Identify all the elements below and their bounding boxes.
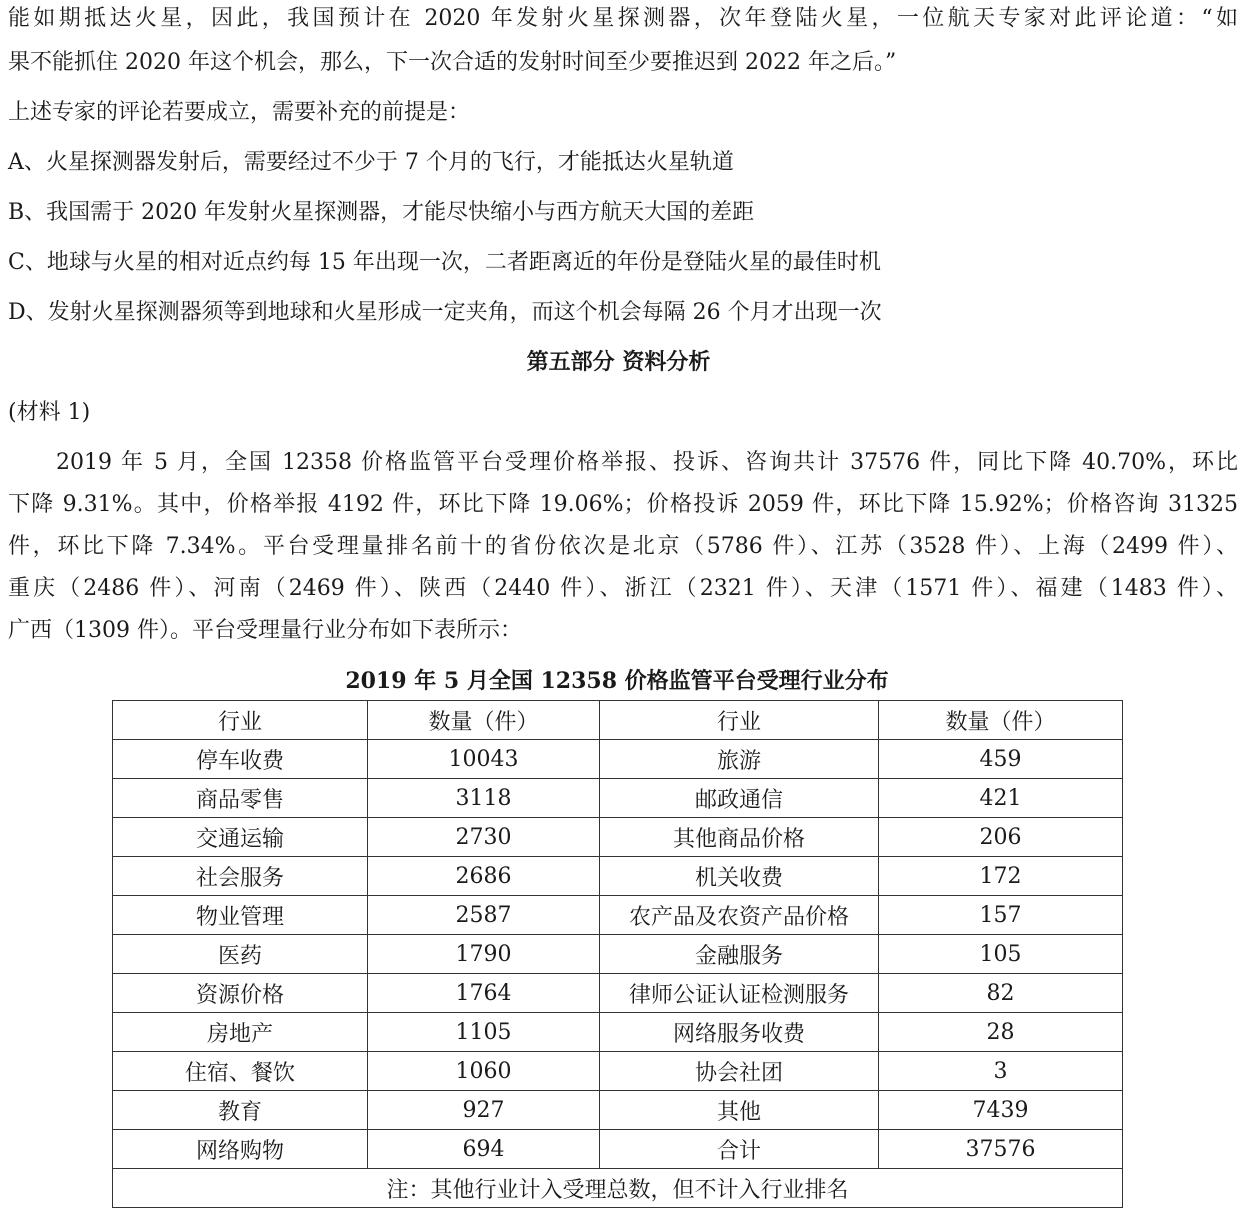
industry-cell: 其他商品价格 bbox=[600, 818, 879, 857]
industry-cell: 网络购物 bbox=[113, 1130, 368, 1169]
header-industry-2: 行业 bbox=[600, 701, 879, 740]
table-row bbox=[113, 935, 1123, 974]
industry-cell: 资源价格 bbox=[113, 974, 368, 1013]
table-row bbox=[113, 974, 1123, 1013]
table-row bbox=[113, 818, 1123, 857]
paragraph-line-5: 广西（1309 件）。平台受理量行业分布如下表所示： bbox=[8, 618, 522, 643]
table-row bbox=[113, 779, 1123, 818]
count-cell: 157 bbox=[879, 896, 1123, 935]
count-cell: 82 bbox=[879, 974, 1123, 1013]
table-header-row bbox=[113, 701, 1123, 740]
industry-cell: 网络服务收费 bbox=[600, 1013, 879, 1052]
industry-cell: 旅游 bbox=[600, 740, 879, 779]
question-line-2: 果不能抓住 2020 年这个机会，那么，下一次合适的发射时间至少要推迟到 2022 年之后。” bbox=[8, 50, 897, 75]
industry-cell: 房地产 bbox=[113, 1013, 368, 1052]
count-cell: 105 bbox=[879, 935, 1123, 974]
industry-cell: 物业管理 bbox=[113, 896, 368, 935]
industry-table bbox=[112, 700, 1123, 1208]
industry-cell: 邮政通信 bbox=[600, 779, 879, 818]
industry-cell: 停车收费 bbox=[113, 740, 368, 779]
count-cell: 2587 bbox=[368, 896, 600, 935]
industry-cell: 律师公证认证检测服务 bbox=[600, 974, 879, 1013]
table-row bbox=[113, 740, 1123, 779]
question-prompt: 上述专家的评论若要成立，需要补充的前提是： bbox=[8, 100, 471, 125]
paragraph-line-1: 2019 年 5 月，全国 12358 价格监管平台受理价格举报、投诉、咨询共计 37576 件，同比下降 40.70%，环比 bbox=[8, 450, 1238, 475]
count-cell: 1790 bbox=[368, 935, 600, 974]
industry-cell: 金融服务 bbox=[600, 935, 879, 974]
industry-cell: 教育 bbox=[113, 1091, 368, 1130]
header-count-1: 数量（件） bbox=[368, 701, 600, 740]
header-count-2: 数量（件） bbox=[879, 701, 1123, 740]
table-row bbox=[113, 1130, 1123, 1169]
industry-cell: 社会服务 bbox=[113, 857, 368, 896]
table-row bbox=[113, 1052, 1123, 1091]
material-label: (材料 1) bbox=[8, 400, 91, 425]
count-cell: 37576 bbox=[879, 1130, 1123, 1169]
count-cell: 927 bbox=[368, 1091, 600, 1130]
industry-cell: 医药 bbox=[113, 935, 368, 974]
table-row bbox=[113, 1091, 1123, 1130]
count-cell: 206 bbox=[879, 818, 1123, 857]
count-cell: 10043 bbox=[368, 740, 600, 779]
industry-cell: 协会社团 bbox=[600, 1052, 879, 1091]
question-line-1: 能如期抵达火星，因此，我国预计在 2020 年发射火星探测器，次年登陆火星，一位航天专家对此评论道：“如 bbox=[8, 6, 1238, 31]
industry-cell: 机关收费 bbox=[600, 857, 879, 896]
table-row bbox=[113, 1013, 1123, 1052]
paragraph-line-3: 件，环比下降 7.34%。平台受理量排名前十的省份依次是北京（5786 件）、江苏（3528 件）、上海（2499 件）、 bbox=[8, 534, 1238, 559]
table-title: 2019 年 5 月全国 12358 价格监管平台受理行业分布 bbox=[345, 668, 889, 694]
count-cell: 694 bbox=[368, 1130, 600, 1169]
industry-cell: 合计 bbox=[600, 1130, 879, 1169]
paragraph-line-2: 下降 9.31%。其中，价格举报 4192 件，环比下降 19.06%；价格投诉 2059 件，环比下降 15.92%；价格咨询 31325 bbox=[8, 492, 1238, 517]
option-c: C、地球与火星的相对近点约每 15 年出现一次，二者距离近的年份是登陆火星的最佳时机 bbox=[8, 250, 881, 275]
table-row bbox=[113, 896, 1123, 935]
count-cell: 2730 bbox=[368, 818, 600, 857]
option-a: A、火星探测器发射后，需要经过不少于 7 个月的飞行，才能抵达火星轨道 bbox=[8, 150, 734, 175]
count-cell: 172 bbox=[879, 857, 1123, 896]
count-cell: 421 bbox=[879, 779, 1123, 818]
table-row bbox=[113, 857, 1123, 896]
count-cell: 28 bbox=[879, 1013, 1123, 1052]
count-cell: 7439 bbox=[879, 1091, 1123, 1130]
count-cell: 1105 bbox=[368, 1013, 600, 1052]
table-note: 注：其他行业计入受理总数，但不计入行业排名 bbox=[113, 1169, 1123, 1208]
count-cell: 2686 bbox=[368, 857, 600, 896]
industry-cell: 交通运输 bbox=[113, 818, 368, 857]
industry-cell: 农产品及农资产品价格 bbox=[600, 896, 879, 935]
count-cell: 459 bbox=[879, 740, 1123, 779]
industry-cell: 商品零售 bbox=[113, 779, 368, 818]
table-note-row bbox=[113, 1169, 1123, 1208]
header-industry-1: 行业 bbox=[113, 701, 368, 740]
option-b: B、我国需于 2020 年发射火星探测器，才能尽快缩小与西方航天大国的差距 bbox=[8, 200, 755, 225]
count-cell: 3118 bbox=[368, 779, 600, 818]
count-cell: 3 bbox=[879, 1052, 1123, 1091]
section-title: 第五部分 资料分析 bbox=[526, 349, 711, 375]
paragraph-line-4: 重庆（2486 件）、河南（2469 件）、陕西（2440 件）、浙江（2321 件）、天津（1571 件）、福建（1483 件）、 bbox=[8, 576, 1238, 601]
industry-cell: 住宿、餐饮 bbox=[113, 1052, 368, 1091]
count-cell: 1060 bbox=[368, 1052, 600, 1091]
count-cell: 1764 bbox=[368, 974, 600, 1013]
option-d: D、发射火星探测器须等到地球和火星形成一定夹角，而这个机会每隔 26 个月才出现一次 bbox=[8, 300, 882, 325]
industry-cell: 其他 bbox=[600, 1091, 879, 1130]
